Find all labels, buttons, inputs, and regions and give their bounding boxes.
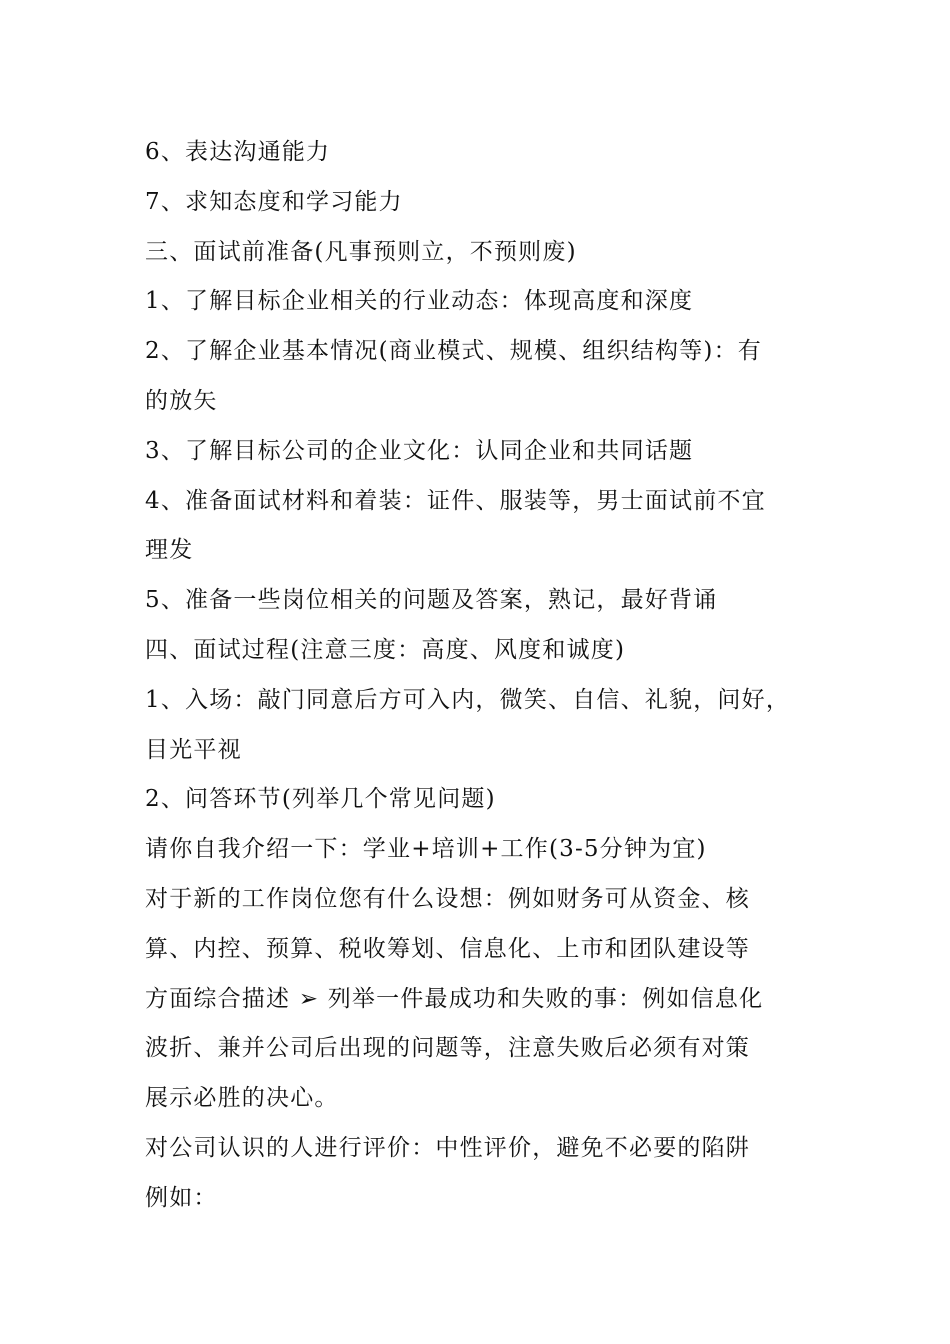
- text-line: 目光平视: [145, 736, 242, 763]
- text-line: 请你自我介绍一下：学业+培训+工作(3-5分钟为宜): [145, 836, 707, 863]
- document-body: [145, 128, 810, 1224]
- text-line: 对公司认识的人进行评价：中性评价，避免不必要的陷阱: [145, 1134, 750, 1161]
- text-line: 2、问答环节(列举几个常见问题): [145, 786, 496, 813]
- text-line: 例如：: [145, 1184, 218, 1211]
- text-line: 的放矢: [145, 387, 218, 414]
- section-heading: 三、面试前准备(凡事预则立，不预则废): [145, 238, 577, 265]
- text-line: 1、入场：敲门同意后方可入内，微笑、自信、礼貌，问好，: [145, 686, 791, 713]
- text-line: 理发: [145, 537, 194, 564]
- text-line: 2、了解企业基本情况(商业模式、规模、组织结构等)：有: [145, 338, 762, 365]
- text-line: 展示必胜的决心。: [145, 1085, 339, 1112]
- text-line: 5、准备一些岗位相关的问题及答案，熟记，最好背诵: [145, 587, 718, 614]
- text-line: 6、表达沟通能力: [145, 139, 331, 165]
- section-heading: 四、面试过程(注意三度：高度、风度和诚度): [145, 636, 626, 663]
- text-line: 1、了解目标企业相关的行业动态：体现高度和深度: [145, 288, 694, 315]
- text-line: 方面综合描述 ➢ 列举一件最成功和失败的事：例如信息化: [145, 985, 764, 1012]
- text-line: 算、内控、预算、税收筹划、信息化、上市和团队建设等: [145, 935, 750, 962]
- text-line: 对于新的工作岗位您有什么设想：例如财务可从资金、核: [145, 885, 750, 912]
- text-line: 3、了解目标公司的企业文化：认同企业和共同话题: [145, 437, 694, 464]
- text-line: 7、求知态度和学习能力: [145, 188, 403, 215]
- text-line: 4、准备面试材料和着装：证件、服装等，男士面试前不宜: [145, 487, 766, 514]
- text-line: 波折、兼并公司后出现的问题等，注意失败后必须有对策: [145, 1035, 750, 1062]
